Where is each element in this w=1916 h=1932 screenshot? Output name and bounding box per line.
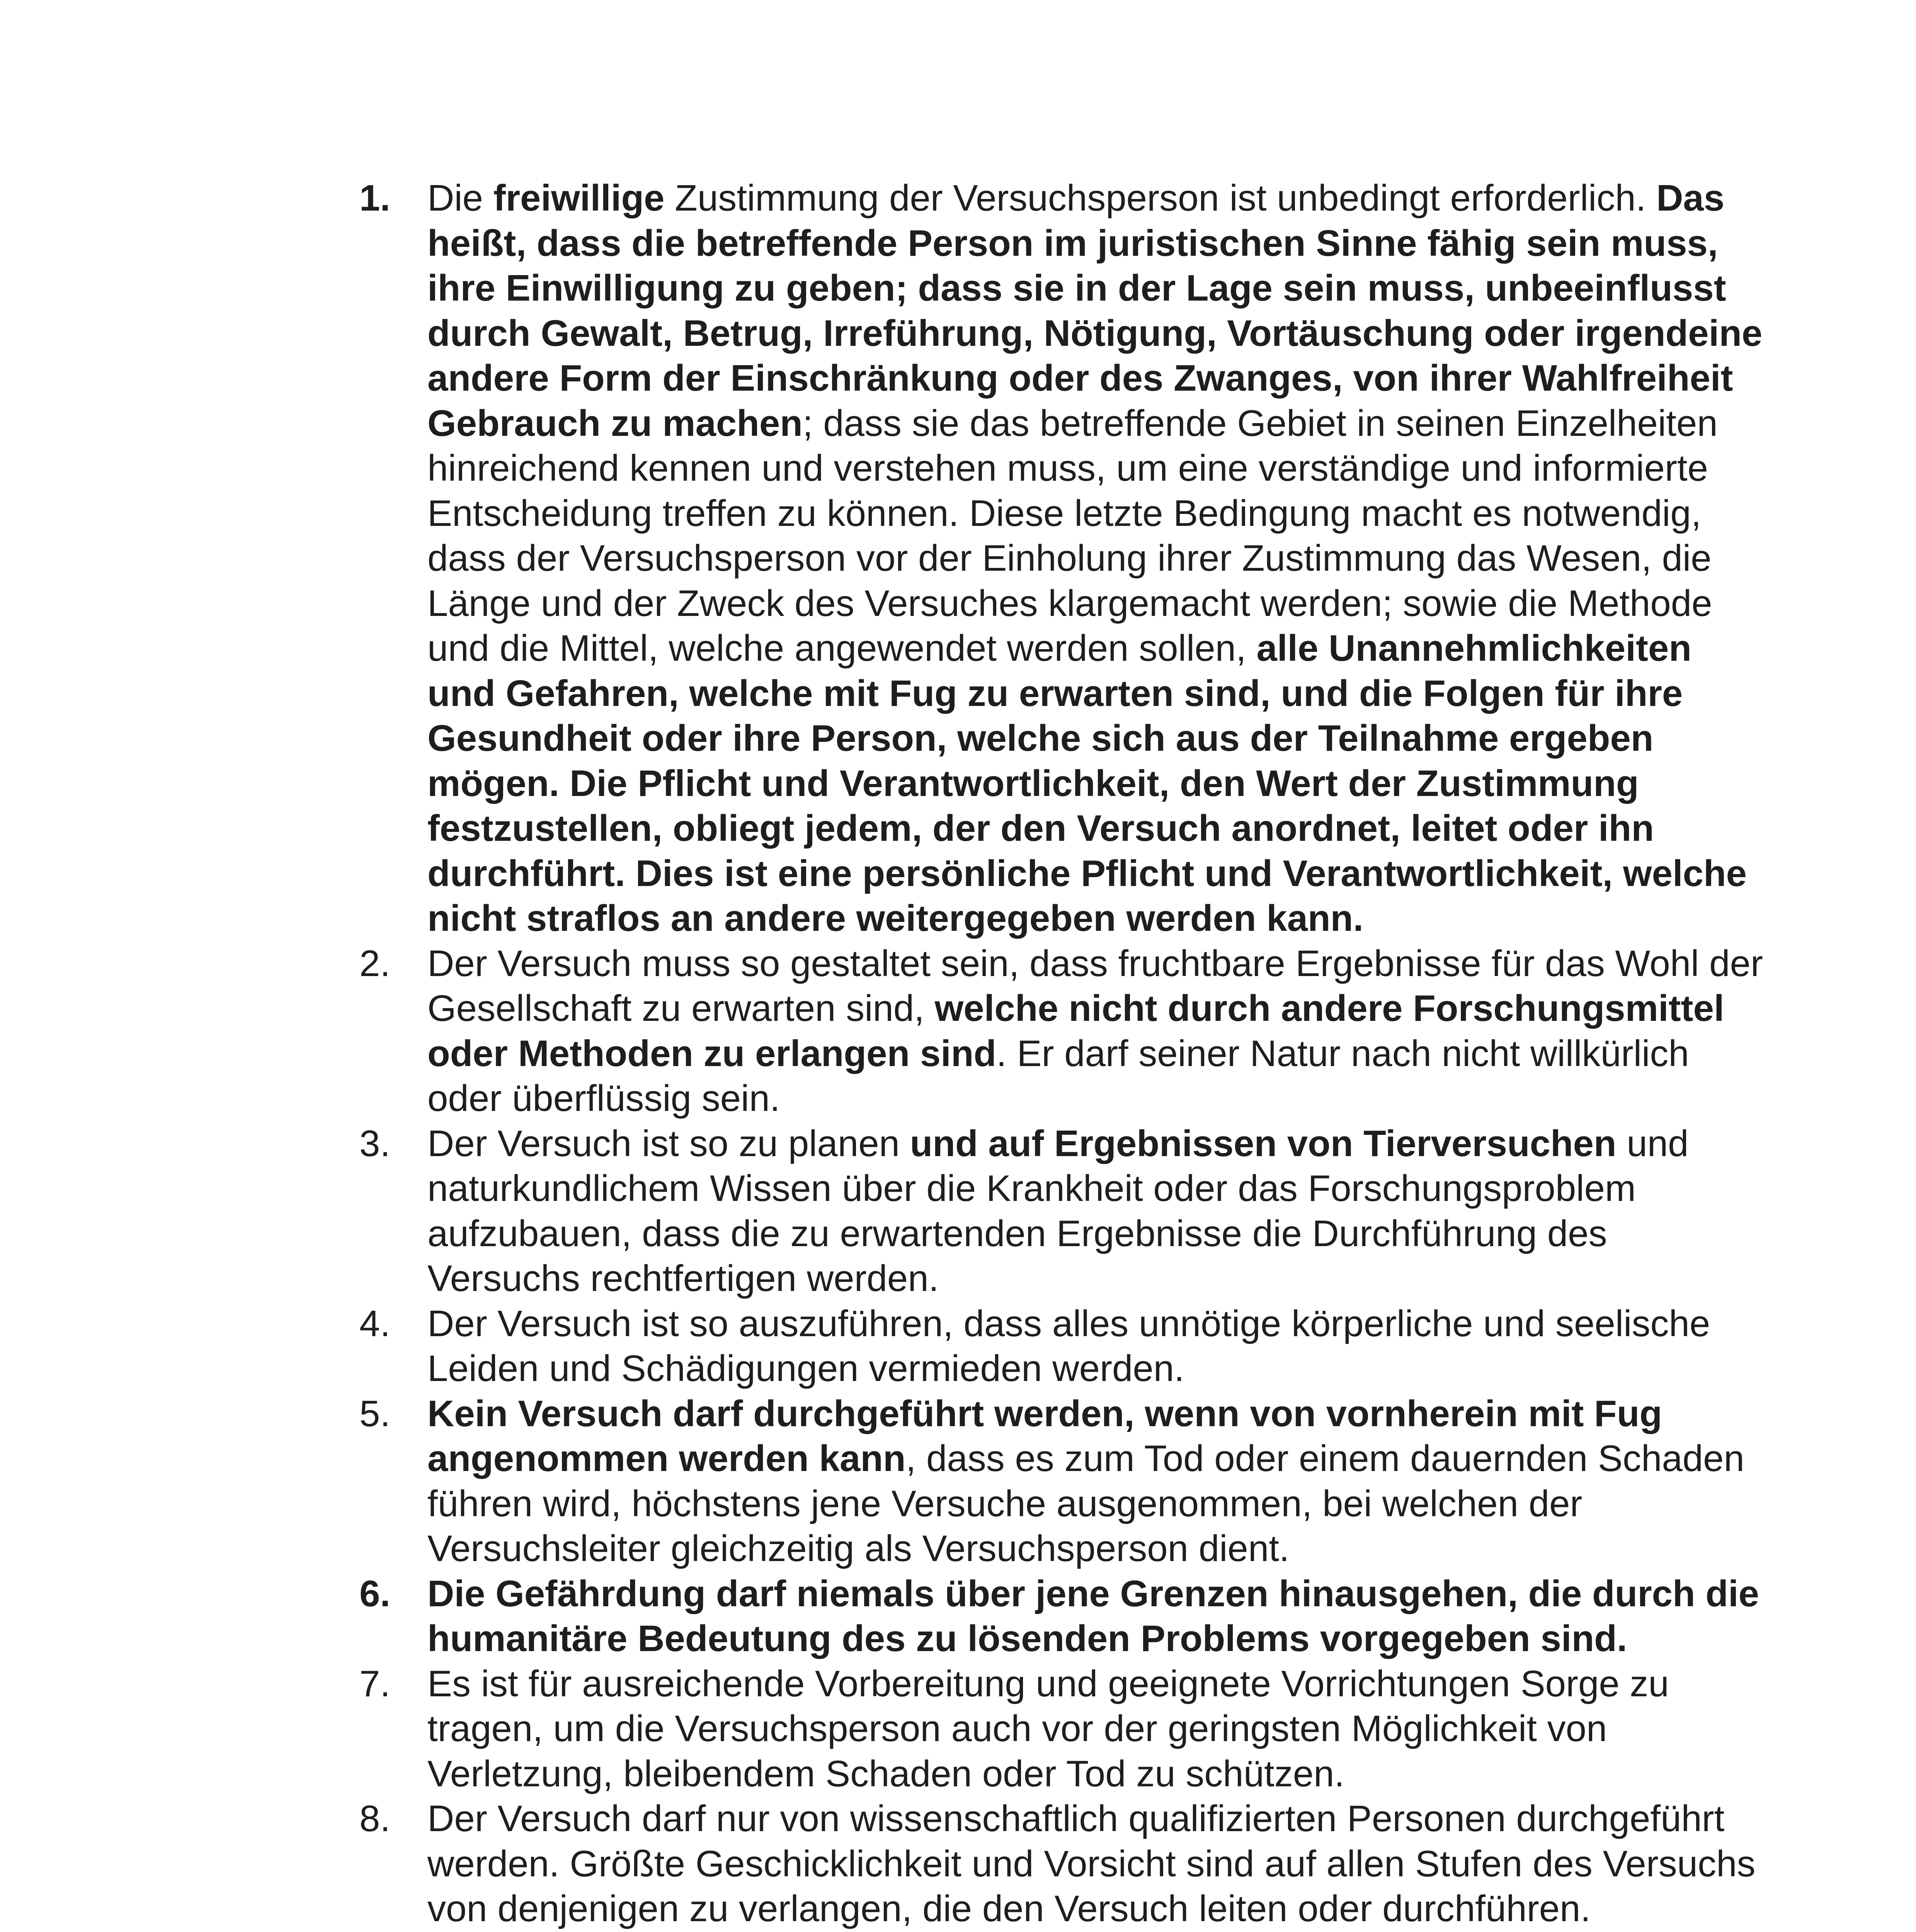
text-segment: . Er darf seiner Natur nach nicht willkürlich oder überflüssig sein.: [427, 1032, 1689, 1119]
list-item-text: [427, 1123, 1689, 1299]
text-segment: Es ist für ausreichende Vorbereitung und geeignete Vorrichtungen Sorge zu tragen, um die Versuchsperson auch vor der geringsten Möglichkeit von Verletzung, bleibendem Schaden oder Tod zu schützen.: [427, 1663, 1669, 1794]
list-item: [359, 1391, 1766, 1571]
list-item: [359, 1662, 1766, 1797]
list-item-text: [427, 1663, 1669, 1794]
bold-text-segment: alle Unannehmlichkeiten und Gefahren, welche mit Fug zu erwarten sind, und die Folgen für ihre Gesundheit oder ihre Person, welche sich aus der Teilnahme ergeben mögen. Die Pflicht und Verantwortlichkeit, den Wert der Zustimmung festzustellen, obliegt jedem, der den Versuch anordnet, leitet oder ihn durchführt. Dies ist eine persönliche Pflicht und Verantwortlichkeit, welche nicht straflos an andere weitergegeben werden kann.: [427, 628, 1747, 939]
list-item-text: [427, 943, 1763, 1119]
list-item-number: 4.: [359, 1303, 391, 1344]
list-item-number: 2.: [359, 942, 391, 984]
bold-text-segment: welche nicht durch andere Forschungsmittel oder Methoden zu erlangen sind: [427, 988, 1724, 1074]
bold-text-segment: Das heißt, dass die betreffende Person im juristischen Sinne fähig sein muss, ihre Einwilligung zu geben; dass sie in der Lage sein muss, unbeeinflusst durch Gewalt, Betrug, Irreführung, Nötigung, Vortäuschung oder irgendeine andere Form der Einschränkung oder des Zwanges, von ihrer Wahlfreiheit Gebrauch zu machen: [427, 177, 1763, 444]
numbered-list: [359, 176, 1766, 1932]
list-item-number: 1.: [359, 177, 391, 219]
list-item-text: [427, 1393, 1744, 1570]
list-item: [359, 1571, 1766, 1662]
list-item: [359, 1121, 1766, 1301]
list-item-text: [427, 1573, 1759, 1660]
text-segment: Der Versuch muss so gestaltet sein, dass fruchtbare Ergebnisse für das Wohl der Gesellschaft zu erwarten sind,: [427, 942, 1763, 1029]
text-segment: , dass es zum Tod oder einem dauernden Schaden führen wird, höchstens jene Versuche ausgenommen, bei welchen der Versuchsleiter gleichzeitig als Versuchsperson dient.: [427, 1438, 1744, 1569]
list-item-text: [427, 177, 1762, 939]
list-item-text: [427, 1303, 1710, 1389]
text-segment: Der Versuch ist so auszuführen, dass alles unnötige körperliche und seelische Leiden und Schädigungen vermieden werden.: [427, 1303, 1710, 1389]
list-item-number: 3.: [359, 1122, 391, 1164]
text-segment: Der Versuch darf nur von wissenschaftlich qualifizierten Personen durchgeführt werden. Größte Geschicklichkeit und Vorsicht sind auf allen Stufen des Versuchs von denjenigen zu verlangen, die den Versuch leiten oder durchführen.: [427, 1798, 1756, 1929]
text-segment: Zustimmung der Versuchsperson ist unbedingt erforderlich.: [664, 177, 1657, 219]
text-segment: Der Versuch ist so zu planen: [427, 1122, 910, 1164]
list-item: [359, 1796, 1766, 1932]
bold-text-segment: und auf Ergebnissen von Tierversuchen: [910, 1122, 1617, 1164]
text-segment: Die: [427, 177, 493, 219]
list-item: [359, 941, 1766, 1121]
bold-text-segment: freiwillige: [493, 177, 665, 219]
list-item-number: 5.: [359, 1393, 391, 1434]
list-item-text: [427, 1798, 1755, 1929]
bold-text-segment: Kein Versuch darf durchgeführt werden, wenn von vornherein mit Fug angenommen werden kann: [427, 1393, 1662, 1479]
list-item: [359, 176, 1766, 941]
text-segment: ; dass sie das betreffende Gebiet in seinen Einzelheiten hinreichend kennen und verstehen muss, um eine verständige und informierte Entscheidung treffen zu können. Diese letzte Bedingung macht es notwendig, dass der Versuchsperson vor der Einholung ihrer Zustimmung das Wesen, die Länge und der Zweck des Versuches klargemacht werden; sowie die Methode und die Mittel, welche angewendet werden sollen,: [427, 402, 1718, 669]
list-item-number: 6.: [359, 1573, 391, 1614]
bold-text-segment: Die Gefährdung darf niemals über jene Grenzen hinausgehen, die durch die humanitäre Bedeutung des zu lösenden Problems vorgegeben sind.: [427, 1573, 1759, 1659]
text-segment: und naturkundlichem Wissen über die Krankheit oder das Forschungsproblem aufzubauen, dass die zu erwartenden Ergebnisse die Durchführung des Versuchs rechtfertigen werden.: [427, 1122, 1689, 1299]
list-item-number: 7.: [359, 1663, 391, 1704]
list-item: [359, 1301, 1766, 1391]
list-item-number: 8.: [359, 1798, 391, 1839]
